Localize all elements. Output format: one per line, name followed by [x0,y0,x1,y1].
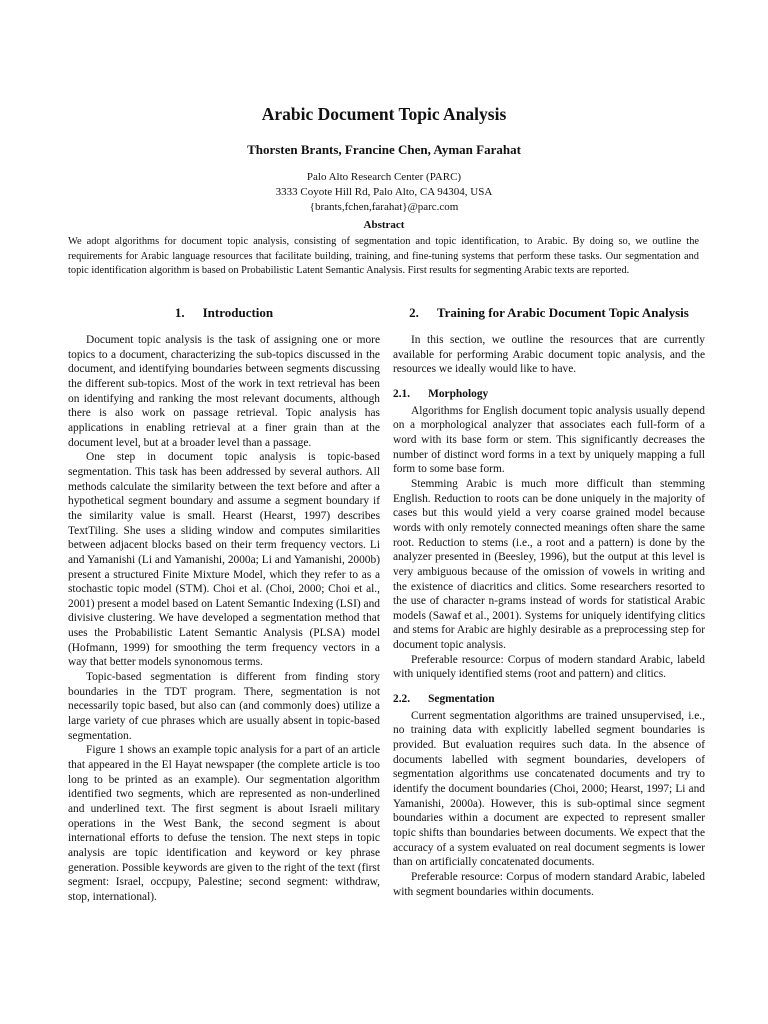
author-list: Thorsten Brants, Francine Chen, Ayman Farahat [247,142,521,157]
morphology-paragraph: Stemming Arabic is much more difficult than stemming English. Reduction to roots can be done uniquely in the majority of cases but this would yield a very coarse grained model because words with only remotely connected meanings often share the same root. Reduction to stems (i.e., a root and a pattern) is done by the analyzer presented in (Beesley, 1996), but the output at this level is very ambiguous because of the omission of vowels in writing and the existence of diacritics and clitics. Some researchers resorted to the use of character n-grams instead of words for statistical Arabic models (Sawaf et al., 2001). Systems for uniquely identifying clitics and stems for Arabic are highly desirable as a preprocessing step for document topic analysis. [393,477,705,652]
section-heading-introduction [68,304,380,322]
intro-paragraph: Document topic analysis is the task of assigning one or more topics to a document, characterizing the sub-topics discussed in the document, and identifying boundaries between segments discussing the different sub-topics. Most of the work in text retrieval has been on identifying and ranking the most relevant documents, although there is also work on passage retrieval. Topic analysis has applications in enabling retrieval at a finer grain than at the document level, but at a broader level than a passage. [68,334,380,449]
subsection-heading-segmentation [393,692,705,707]
affiliation-block [0,170,768,215]
morphology-paragraph: Algorithms for English document topic analysis usually depend on a morphological analyzer that associates each full-form of a word with its base form or stem. This significantly decreases the number of distinct word forms in a text by uniquely mapping a full form to some base form. [393,404,705,476]
subsection-title: Morphology [428,387,489,400]
affiliation-address: 3333 Coyote Hill Rd, Palo Alto, CA 94304, USA [275,186,493,198]
intro-paragraph: One step in document topic analysis is topic-based segmentation. This task has been addressed by several authors. All methods calculate the similarity between the text before and after a hypothetical segment boundary and assume a segment boundary if the similarity value is small. Hearst (Hearst, 1997) describes TextTiling. She uses a sliding window and computes similarities between adjacent blocks based on their term frequency vectors. Li and Yamanishi (Li and Yamanishi, 2000a; Li and Yamanishi, 2000b) present a structured Finite Mixture Model, which they refer to as a stochastic topic model (STM). Choi et al. (Choi, 2000; Choi et al., 2001) present a model based on Latent Semantic Indexing (LSI) and divisive clustering. We have developed a segmentation method that uses the Probabilistic Latent Semantic Analysis (PLSA) model (Hofmann, 1999) for smoothing the term frequency vectors in a way that better models synonomous terms. [68,451,380,669]
section-number: 2. [409,305,419,320]
morphology-paragraph: Preferable resource: Corpus of modern standard Arabic, labeld with uniquely identified stems (root and pattern) and clitics. [393,653,705,681]
intro-paragraph: Topic-based segmentation is different from finding story boundaries in the TDT program. There, segmentation is not necessarily topic based, but also can (and commonly does) utilize a large variety of cue phrases which are usually absent in topic-based segmentation. [68,671,380,742]
abstract-text: We adopt algorithms for document topic analysis, consisting of segmentation and topic identification, to Arabic. By doing so, we outline the requirements for Arabic language resources that facilitate building, training, and fine-tuning systems that perform these tasks. Our segmentation and topic identification algorithm is based on Probabilistic Latent Semantic Analysis. First results for segmenting Arabic texts are reported. [68,236,699,277]
subsection-title: Segmentation [428,693,495,706]
right-column [393,304,705,899]
affiliation-org: Palo Alto Research Center (PARC) [306,171,462,183]
section-title: Training for Arabic Document Topic Analysis [436,305,689,320]
paper-title: Arabic Document Topic Analysis [261,104,507,124]
section-heading-training [393,304,705,322]
affiliation-email: {brants,fchen,farahat}@parc.com [309,201,459,213]
segmentation-paragraph: Preferable resource: Corpus of modern standard Arabic, labeled with segment boundaries within documents. [393,870,705,898]
section-number: 1. [174,305,185,320]
subsection-number: 2.1. [393,387,411,400]
abstract-heading: Abstract [363,219,405,231]
subsection-number: 2.2. [393,693,411,706]
intro-paragraph: Figure 1 shows an example topic analysis for a part of an article that appeared in the El Hayat newspaper (the complete article is too long to be printed as an example). Our segmentation algorithm identified two segments, which are represented as non-underlined and underlined text. The first segment is about Israeli military operations in the West Bank, the second segment is about international efforts to defuse the tension. The next steps in topic analysis are topic identification and keyword or key phrase generation. Possible keywords are given to the right of the text (first segment: Israel, occpupy, Palestine; second segment: withdraw, stop, international). [68,744,380,903]
left-column [68,304,380,905]
section-title: Introduction [202,305,274,320]
subsection-heading-morphology [393,387,705,402]
training-paragraph: In this section, we outline the resources that are currently available for performing Arabic document topic analysis, and the resources we ideally would like to have. [393,334,705,376]
segmentation-paragraph: Current segmentation algorithms are trained unsupervised, i.e., no training data with explicitly labelled segment boundaries is provided. But evaluation requires such data. In the absence of documents labelled with segment boundaries, developers of segmentation algorithms use concatenated documents and try to identify the document boundaries (Choi, 2000; Hearst, 1997; Li and Yamanishi, 2000a). However, this is sub-optimal since segment boundaries within a document are expected to represent smaller topic shifts than boundaries between documents. We expect that the accuracy of a system evaluated on real document segments is lower than on artificially concatenated documents. [393,709,705,869]
